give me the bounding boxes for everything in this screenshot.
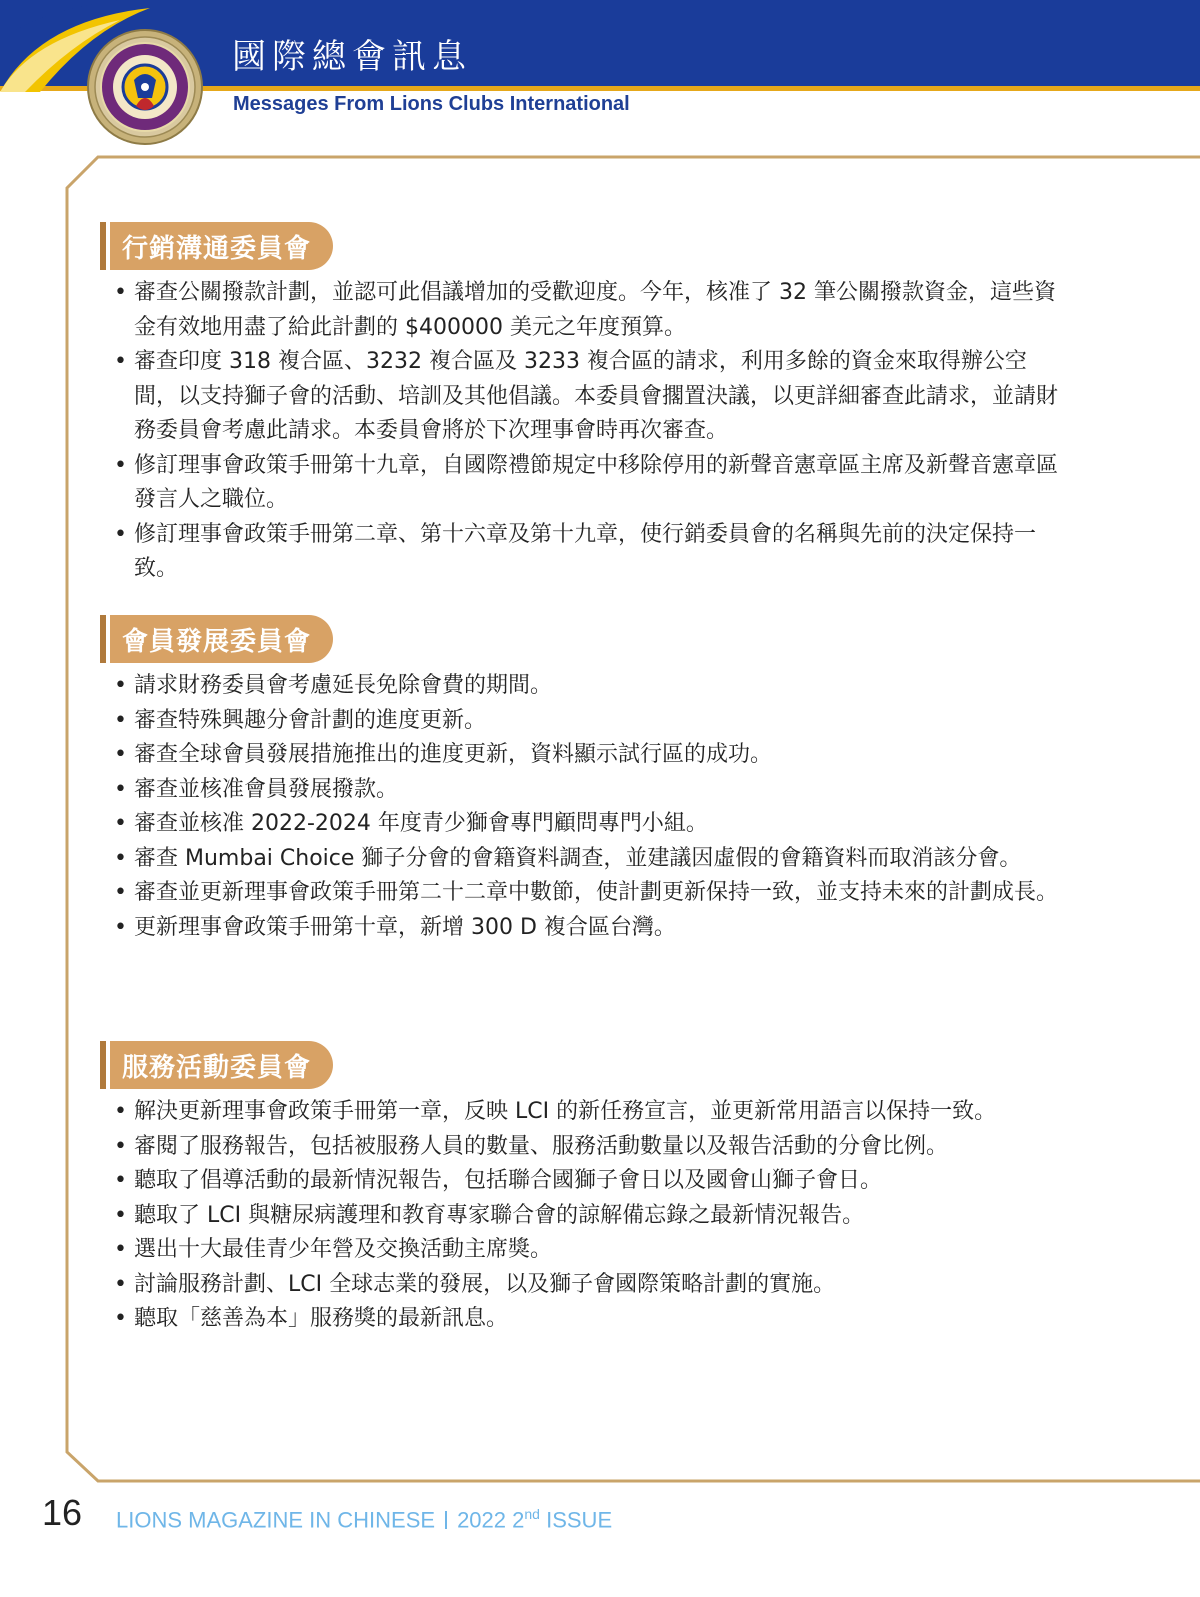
section-tab bbox=[100, 222, 1062, 270]
bullet-list bbox=[100, 1095, 1062, 1337]
header-title-english: Messages From Lions Clubs International bbox=[233, 93, 630, 115]
footer-issue-ordinal: 2 bbox=[512, 1507, 525, 1533]
list-item: • 更新理事會政策手冊第十章，新增 300 D 複合區台灣。 bbox=[100, 911, 1062, 946]
section-tab bbox=[100, 1041, 1062, 1089]
footer-issue-suffix: nd bbox=[524, 1506, 540, 1522]
bullet-list bbox=[100, 669, 1062, 945]
list-item: • 請求財務委員會考慮延長免除會費的期間。 bbox=[100, 669, 1062, 704]
list-item: • 審查特殊興趣分會計劃的進度更新。 bbox=[100, 704, 1062, 739]
section-marketing-communications bbox=[100, 222, 1062, 587]
section-service-activities bbox=[100, 1041, 1062, 1337]
section-tab-bar bbox=[100, 1041, 106, 1089]
section-tab bbox=[100, 615, 1062, 663]
section-tab-bar bbox=[100, 222, 106, 270]
section-title: 行銷溝通委員會 bbox=[110, 222, 333, 270]
list-item: • 聽取「慈善為本」服務獎的最新訊息。 bbox=[100, 1302, 1062, 1337]
footer-issue-word: ISSUE bbox=[546, 1507, 613, 1533]
page-number: 16 bbox=[42, 1492, 83, 1533]
list-item: • 聽取了倡導活動的最新情況報告，包括聯合國獅子會日以及國會山獅子會日。 bbox=[100, 1164, 1062, 1199]
list-item: • 選出十大最佳青少年營及交換活動主席獎。 bbox=[100, 1233, 1062, 1268]
list-item: • 審查印度 318 複合區、3232 複合區及 3233 複合區的請求，利用多餘的資金來取得辦公空間，以支持獅子會的活動、培訓及其他倡議。本委員會擱置決議，以更詳細審查此請求，並請財務委員會考慮此請求。本委員會將於下次理事會時再次審查。 bbox=[100, 345, 1062, 449]
section-tab-bar bbox=[100, 615, 106, 663]
list-item: • 審閱了服務報告，包括被服務人員的數量、服務活動數量以及報告活動的分會比例。 bbox=[100, 1130, 1062, 1165]
footer-magazine-name: LIONS MAGAZINE IN CHINESE bbox=[116, 1507, 436, 1533]
list-item: • 聽取了 LCI 與糖尿病護理和教育專家聯合會的諒解備忘錄之最新情況報告。 bbox=[100, 1199, 1062, 1234]
footer-issue-year: 2022 bbox=[457, 1507, 507, 1533]
section-title: 會員發展委員會 bbox=[110, 615, 333, 663]
section-title: 服務活動委員會 bbox=[110, 1041, 333, 1089]
section-membership-development bbox=[100, 615, 1062, 945]
list-item: • 審查全球會員發展措施推出的進度更新，資料顯示試行區的成功。 bbox=[100, 738, 1062, 773]
footer-magazine-line bbox=[116, 1506, 612, 1533]
list-item: • 修訂理事會政策手冊第二章、第十六章及第十九章，使行銷委員會的名稱與先前的決定保持一致。 bbox=[100, 518, 1062, 587]
list-item: • 審查 Mumbai Choice 獅子分會的會籍資料調查，並建議因虛假的會籍資料而取消該分會。 bbox=[100, 842, 1062, 877]
list-item: • 審查公關撥款計劃，並認可此倡議增加的受歡迎度。今年，核准了 32 筆公關撥款資金，這些資金有效地用盡了給此計劃的 $400000 美元之年度預算。 bbox=[100, 276, 1062, 345]
list-item: • 審查並更新理事會政策手冊第二十二章中數節，使計劃更新保持一致，並支持未來的計劃成長。 bbox=[100, 876, 1062, 911]
list-item: • 討論服務計劃、LCI 全球志業的發展，以及獅子會國際策略計劃的實施。 bbox=[100, 1268, 1062, 1303]
bullet-list bbox=[100, 276, 1062, 587]
list-item: • 審查並核准會員發展撥款。 bbox=[100, 773, 1062, 808]
list-item: • 修訂理事會政策手冊第十九章，自國際禮節規定中移除停用的新聲音憲章區主席及新聲音憲章區發言人之職位。 bbox=[100, 449, 1062, 518]
footer-separator bbox=[445, 1511, 447, 1529]
list-item: • 解決更新理事會政策手冊第一章，反映 LCI 的新任務宣言，並更新常用語言以保持一致。 bbox=[100, 1095, 1062, 1130]
list-item: • 審查並核准 2022-2024 年度青少獅會專門顧問專門小組。 bbox=[100, 807, 1062, 842]
header-title-chinese: 國際總會訊息 bbox=[232, 37, 472, 77]
